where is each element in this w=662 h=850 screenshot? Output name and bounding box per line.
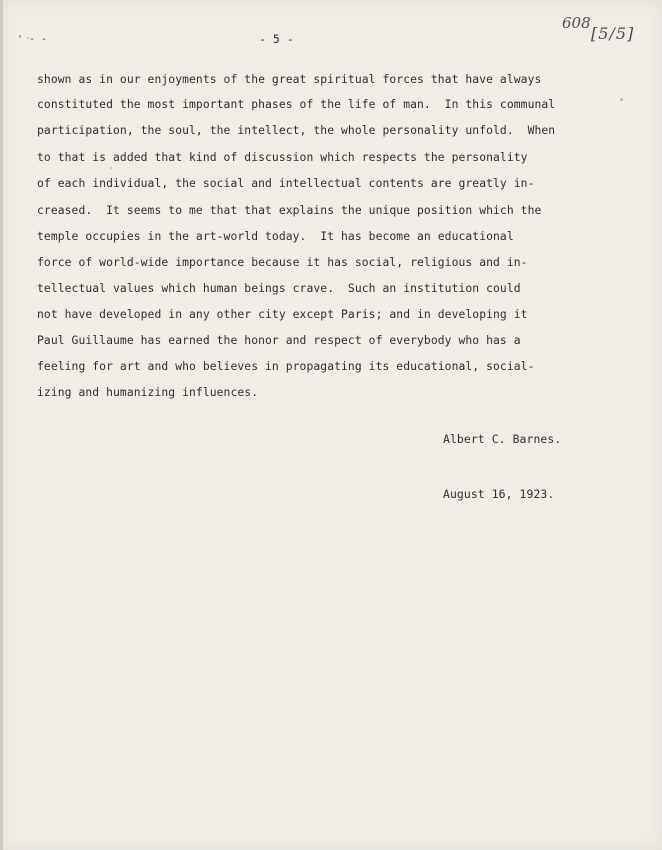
body-line-11: Paul Guillaume has earned the honor and respect of everybody who has a bbox=[37, 333, 521, 347]
body-line-12: feeling for art and who believes in propagating its educational, social- bbox=[37, 359, 535, 373]
body-line-4: to that is added that kind of discussion which respects the personality bbox=[37, 150, 528, 164]
body-line-6: creased. It seems to me that that explains the unique position which the bbox=[37, 203, 542, 217]
body-line-3: participation, the soul, the intellect, the whole personality unfold. When bbox=[37, 123, 556, 137]
body-line-5: of each individual, the social and intellectual contents are greatly in- bbox=[37, 176, 535, 190]
body-line-7: temple occupies in the art-world today. It has become an educational bbox=[37, 229, 514, 243]
body-line-2: constituted the most important phases of the life of man. In this communal bbox=[37, 97, 556, 111]
handwritten-folio-number: 608 bbox=[562, 14, 591, 32]
signature-name: Albert C. Barnes. bbox=[443, 432, 562, 446]
handwritten-page-bracket: [5/5] bbox=[591, 24, 635, 43]
page-number: - 5 - bbox=[259, 32, 294, 46]
body-line-8: force of world-wide importance because it has social, religious and in- bbox=[37, 255, 528, 269]
body-line-13: izing and humanizing influences. bbox=[37, 385, 259, 399]
body-line-1: shown as in our enjoyments of the great spiritual forces that have always bbox=[37, 72, 542, 86]
page-edge bbox=[0, 0, 3, 850]
paper-speck bbox=[110, 167, 112, 169]
body-line-9: tellectual values which human beings crave. Such an institution could bbox=[37, 281, 521, 295]
body-line-10: not have developed in any other city except Paris; and in developing it bbox=[37, 307, 528, 321]
signature-date: August 16, 1923. bbox=[443, 487, 555, 501]
top-left-marks: ' - - bbox=[17, 34, 48, 45]
paper-speck bbox=[27, 37, 29, 39]
paper-speck bbox=[620, 98, 623, 101]
